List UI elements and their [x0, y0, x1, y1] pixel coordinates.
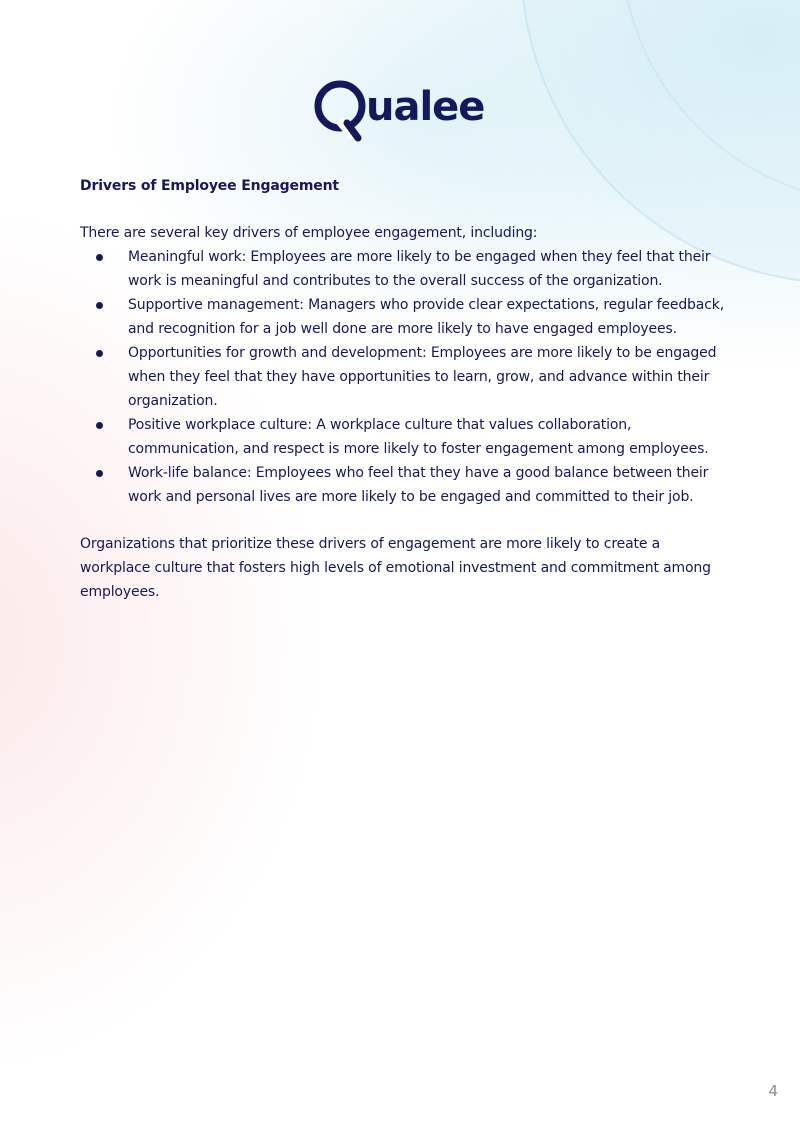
bullet-icon	[96, 470, 103, 477]
list-item	[80, 413, 728, 461]
document-body	[80, 174, 728, 604]
list-item-text: Supportive management: Managers who provide clear expectations, regular feedback, and recognition for a job well done are more likely to have engaged employees.	[128, 297, 725, 337]
list-item	[80, 461, 728, 509]
section-heading: Drivers of Employee Engagement	[80, 178, 339, 194]
drivers-list	[80, 245, 728, 509]
bullet-icon	[96, 422, 103, 429]
list-item-text: Positive workplace culture: A workplace culture that values collaboration, communication, and respect is more likely to foster engagement among employees.	[128, 417, 709, 457]
list-item-text: Work-life balance: Employees who feel that they have a good balance between their work and personal lives are more likely to be engaged and committed to their job.	[128, 465, 709, 505]
list-item	[80, 293, 728, 341]
logo-wordmark: ualee	[366, 84, 485, 130]
bullet-icon	[96, 350, 103, 357]
intro-paragraph: There are several key drivers of employee engagement, including:	[80, 225, 538, 241]
bullet-icon	[96, 254, 103, 261]
list-item-text: Opportunities for growth and development: Employees are more likely to be engaged when they feel that they have opportunities to learn, grow, and advance within their organization.	[128, 345, 717, 409]
conclusion-paragraph: Organizations that prioritize these drivers of engagement are more likely to create a workplace culture that fosters high levels of emotional investment and commitment among employees.	[80, 536, 711, 600]
list-item	[80, 341, 728, 413]
list-item	[80, 245, 728, 293]
list-item-text: Meaningful work: Employees are more likely to be engaged when they feel that their work is meaningful and contributes to the overall success of the organization.	[128, 249, 711, 289]
bullet-icon	[96, 302, 103, 309]
qualee-logo	[312, 78, 490, 144]
page-number: 4	[768, 1082, 778, 1100]
